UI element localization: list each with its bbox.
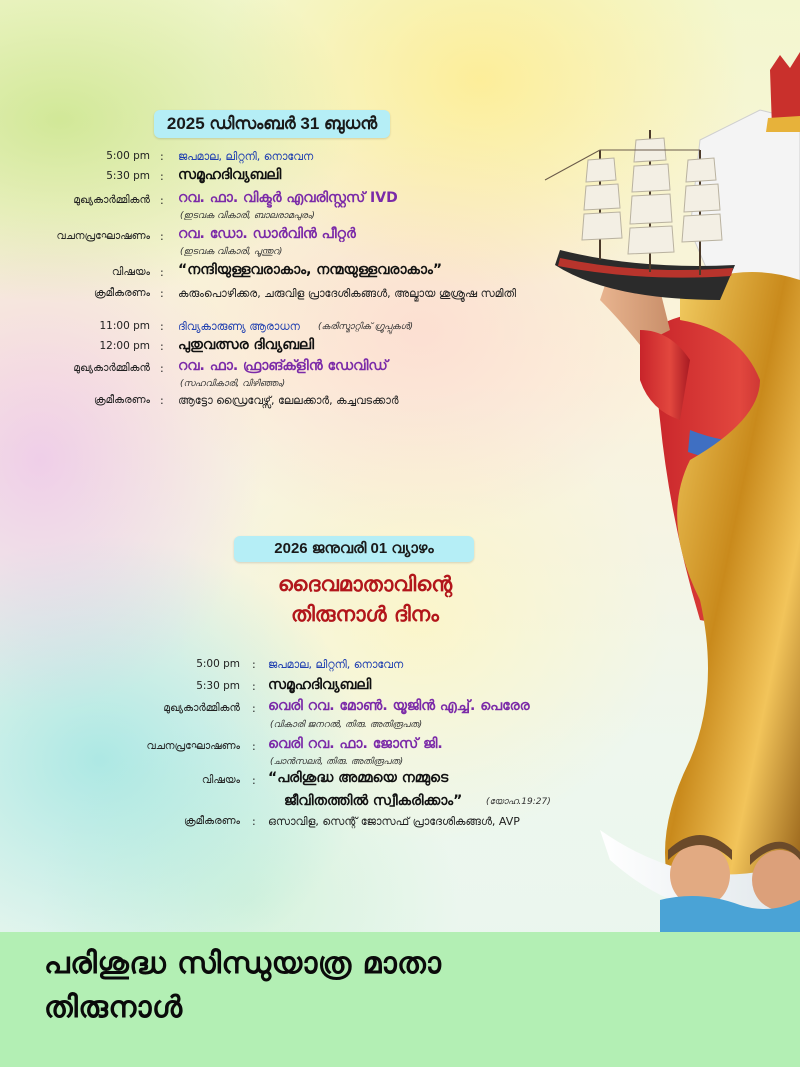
schedule-value: ഒസാവിള, സെന്റ് ജോസഫ് പ്രാദേശികങ്ങൾ, AVP (268, 815, 520, 828)
bible-reference: (യോഹ.19:27) (486, 797, 551, 807)
separator: : (252, 680, 256, 693)
schedule-value: സമൂഹദിവ്യബലി (178, 167, 282, 183)
feast-title-line2: തിരുനാൾ ദിനം (291, 602, 439, 626)
date-badge-day2: 2026 ജനുവരി 01 വ്യാഴം (234, 536, 474, 562)
separator: : (252, 774, 256, 787)
separator: : (160, 340, 164, 353)
separator: : (252, 740, 256, 753)
footer-title-line2: തിരുനാൾ (44, 990, 183, 1025)
schedule-value: ദിവ്യകാരുണ്യ ആരാധന (178, 320, 300, 333)
schedule-label: മുഖ്യകാർമ്മികൻ (73, 362, 150, 374)
celebrant-name: വെരി റവ. മോൺ. യൂജിൻ എച്ച്. പെരേര (268, 698, 530, 714)
celebrant-note: (സഹവികാരി, വിഴിഞ്ഞം) (180, 379, 286, 389)
schedule-value: ജപമാല, ലിറ്റനി, നൊവേന (178, 150, 314, 163)
schedule-value: ആട്ടോ ഡ്രൈവേഴ്സ്, ലേലക്കാർ, കച്ചവടക്കാർ (178, 394, 399, 407)
preacher-name: റവ. ഡോ. ഡാർവിൻ പീറ്റർ (178, 226, 356, 242)
celebrant-note: (വികാരി ജനറൽ, തിരു. അതിരൂപത) (270, 720, 423, 730)
schedule-label: വിഷയം (201, 774, 240, 786)
separator: : (252, 702, 256, 715)
schedule-label: 5:30 pm (106, 170, 150, 182)
schedule-value: കരുംപൊഴിക്കര, ചരുവിള പ്രാദേശികങ്ങൾ, അല്മായ ശുശ്രൂഷ സമിതി (178, 287, 516, 300)
schedule-label: 5:30 pm (196, 680, 240, 692)
separator: : (252, 815, 256, 828)
separator: : (160, 170, 164, 183)
theme-text-line2: ജീവിതത്തിൽ സ്വീകരിക്കാം” (284, 793, 463, 809)
separator: : (160, 194, 164, 207)
schedule-label: വിഷയം (111, 266, 150, 278)
schedule-value: സമൂഹദിവ്യബലി (268, 677, 372, 693)
separator: : (160, 362, 164, 375)
theme-text: “നന്ദിയുള്ളവരാകാം, നന്മയുള്ളവരാകാം” (178, 262, 443, 278)
separator: : (160, 287, 164, 300)
schedule-label: ക്രമീകരണം (94, 287, 150, 299)
schedule-label: 5:00 pm (106, 150, 150, 162)
preacher-note: (ചാൻസലർ, തിരു. അതിരൂപത) (270, 757, 404, 767)
schedule-label: 11:00 pm (99, 320, 150, 332)
schedule-label: 5:00 pm (196, 658, 240, 670)
schedule-value: ജപമാല, ലിറ്റനി, നൊവേന (268, 658, 404, 671)
separator: : (160, 394, 164, 407)
celebrant-name: റവ. ഫാ. ഫ്രാങ്ക്ളിൻ ഡേവിഡ് (178, 358, 388, 374)
preacher-note: (ഇടവക വികാരി, പൂന്തുറ) (180, 247, 283, 257)
separator: : (160, 266, 164, 279)
celebrant-note: (ഇടവക വികാരി, ബാലരാമപുരം) (180, 211, 315, 221)
theme-text-line1: “പരിശുദ്ധ അമ്മയെ നമ്മുടെ (268, 770, 449, 786)
preacher-name: വെരി റവ. ഫാ. ജോസ് ജി. (268, 736, 443, 752)
schedule-label: മുഖ്യകാർമ്മികൻ (163, 702, 240, 714)
schedule-label: മുഖ്യകാർമ്മികൻ (73, 194, 150, 206)
schedule-value: പുതുവത്സര ദിവ്യബലി (178, 337, 315, 353)
separator: : (160, 150, 164, 163)
feast-title-line1: ദൈവമാതാവിന്റെ (277, 572, 453, 596)
schedule-label: ക്രമീകരണം (184, 815, 240, 827)
celebrant-name: റവ. ഫാ. വിക്ടർ എവരിസ്റ്റസ് IVD (178, 190, 398, 206)
separator: : (252, 658, 256, 671)
schedule-label: 12:00 pm (99, 340, 150, 352)
schedule-extra: (കരിസ്മാറ്റിക് ഗ്രൂപ്പുകൾ) (318, 322, 414, 332)
separator: : (160, 320, 164, 333)
schedule-label: വചനപ്രഘോഷണം (146, 740, 240, 752)
schedule-label: വചനപ്രഘോഷണം (56, 230, 150, 242)
separator: : (160, 230, 164, 243)
footer-title-line1: പരിശുദ്ധ സിന്ധുയാത്ര മാതാ (44, 946, 442, 981)
date-badge-day1: 2025 ഡിസംബർ 31 ബുധൻ (154, 110, 390, 138)
schedule-label: ക്രമീകരണം (94, 394, 150, 406)
